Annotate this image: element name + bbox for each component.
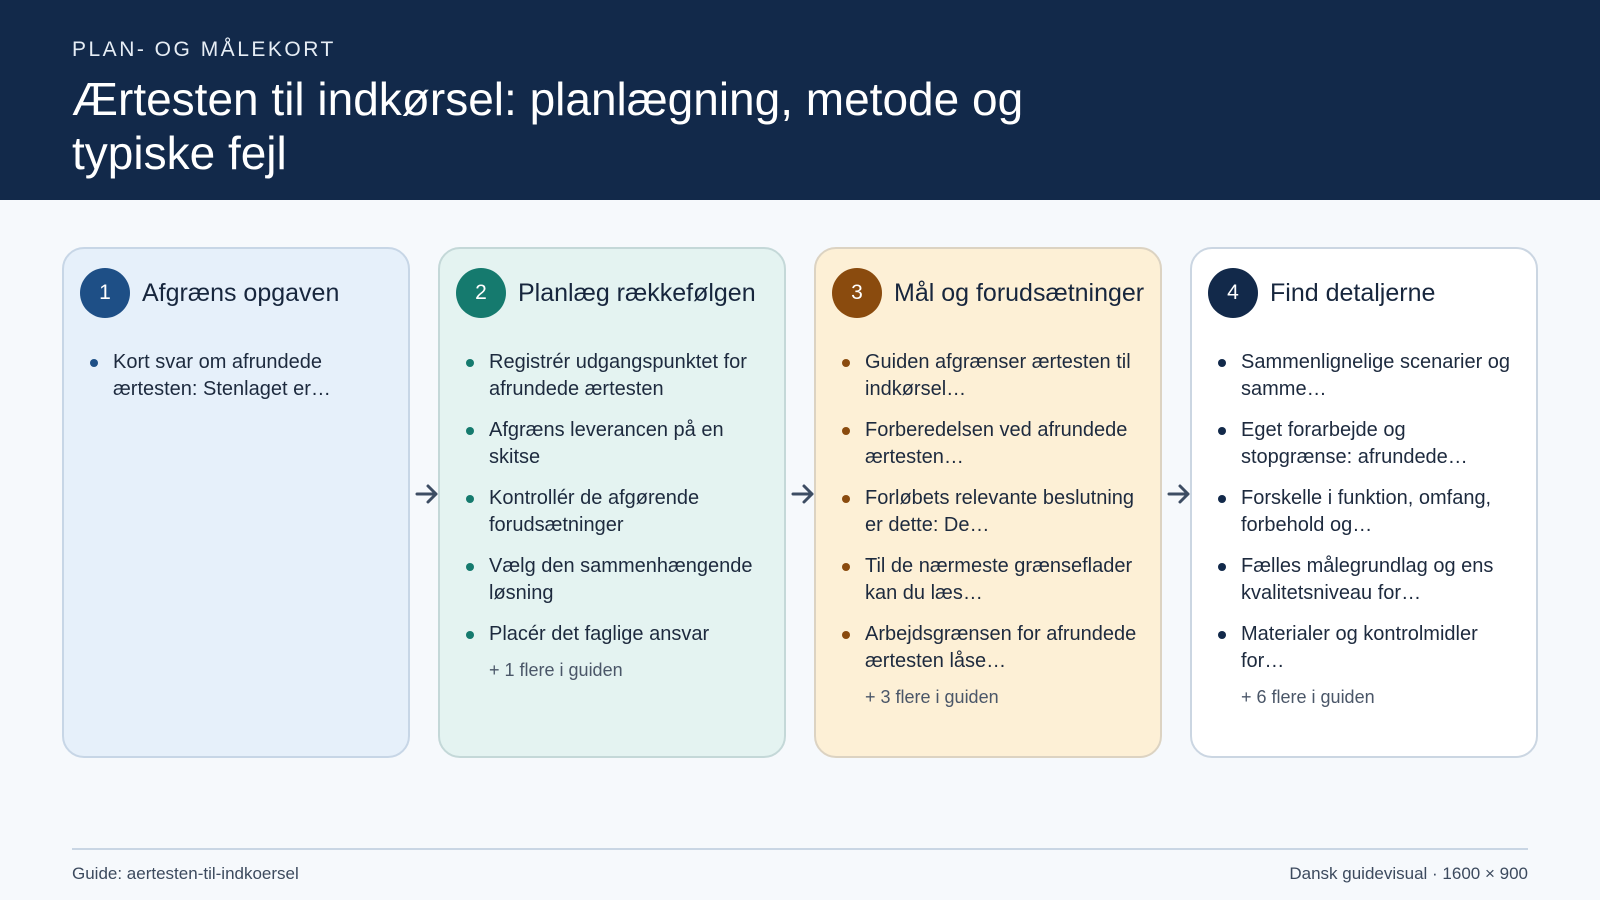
list-item: Guiden afgrænser ærtesten til indkørsel…	[842, 349, 1144, 403]
list-item: Kort svar om afrundede ærtesten: Stenlaget er…	[90, 349, 392, 403]
step-number-badge: 4	[1208, 268, 1258, 318]
list-item: Forskelle i funktion, omfang, forbehold og…	[1218, 485, 1520, 539]
list-item: Forberedelsen ved afrundede ærtesten…	[842, 417, 1144, 471]
card-title: Afgræns opgaven	[142, 278, 340, 307]
step-cards	[62, 247, 1538, 758]
card-item-list	[456, 349, 768, 648]
card-title: Planlæg rækkefølgen	[518, 278, 756, 307]
footer-guide-label: Guide: aertesten-til-indkoersel	[72, 864, 299, 883]
card-title: Find detaljerne	[1270, 278, 1436, 307]
header-banner	[0, 0, 1600, 200]
list-item: Registrér udgangspunktet for afrundede ærtesten	[466, 349, 768, 403]
list-item: Materialer og kontrolmidler for…	[1218, 621, 1520, 675]
more-in-guide-note: + 3 flere i guiden	[865, 687, 999, 707]
step-card-1	[62, 247, 410, 758]
page-title: Ærtesten til indkørsel: planlægning, metode og typiske fejl	[72, 73, 1024, 179]
card-item-list	[1208, 349, 1520, 675]
step-number-badge: 3	[832, 268, 882, 318]
card-title: Mål og forudsætninger	[894, 278, 1145, 307]
list-item: Forløbets relevante beslutning er dette: De…	[842, 485, 1144, 539]
card-item-list	[832, 349, 1144, 675]
card-header	[832, 267, 1144, 319]
more-in-guide-note: + 1 flere i guiden	[489, 660, 623, 680]
list-item: Fælles målegrundlag og ens kvalitetsniveau for…	[1218, 553, 1520, 607]
eyebrow-label: PLAN- OG MÅLEKORT	[72, 38, 336, 61]
step-card-4	[1190, 247, 1538, 758]
step-number-badge: 1	[80, 268, 130, 318]
arrow-right-icon	[788, 479, 818, 509]
card-header	[80, 267, 392, 319]
list-item: Kontrollér de afgørende forudsætninger	[466, 485, 768, 539]
more-in-guide-note: + 6 flere i guiden	[1241, 687, 1375, 707]
card-header	[1208, 267, 1520, 319]
step-card-2	[438, 247, 786, 758]
list-item: Eget forarbejde og stopgrænse: afrundede…	[1218, 417, 1520, 471]
arrow-right-icon	[412, 479, 442, 509]
arrow-right-icon	[1164, 479, 1194, 509]
footer-credit: Dansk guidevisual · 1600 × 900	[1289, 864, 1528, 883]
step-card-3	[814, 247, 1162, 758]
card-header	[456, 267, 768, 319]
list-item: Afgræns leverancen på en skitse	[466, 417, 768, 471]
footer-divider	[72, 848, 1528, 850]
step-number-badge: 2	[456, 268, 506, 318]
list-item: Vælg den sammenhængende løsning	[466, 553, 768, 607]
list-item: Arbejdsgrænsen for afrundede ærtesten låse…	[842, 621, 1144, 675]
list-item: Til de nærmeste grænseflader kan du læs…	[842, 553, 1144, 607]
list-item: Sammenlignelige scenarier og samme…	[1218, 349, 1520, 403]
card-item-list	[80, 349, 392, 403]
list-item: Placér det faglige ansvar	[466, 621, 768, 648]
